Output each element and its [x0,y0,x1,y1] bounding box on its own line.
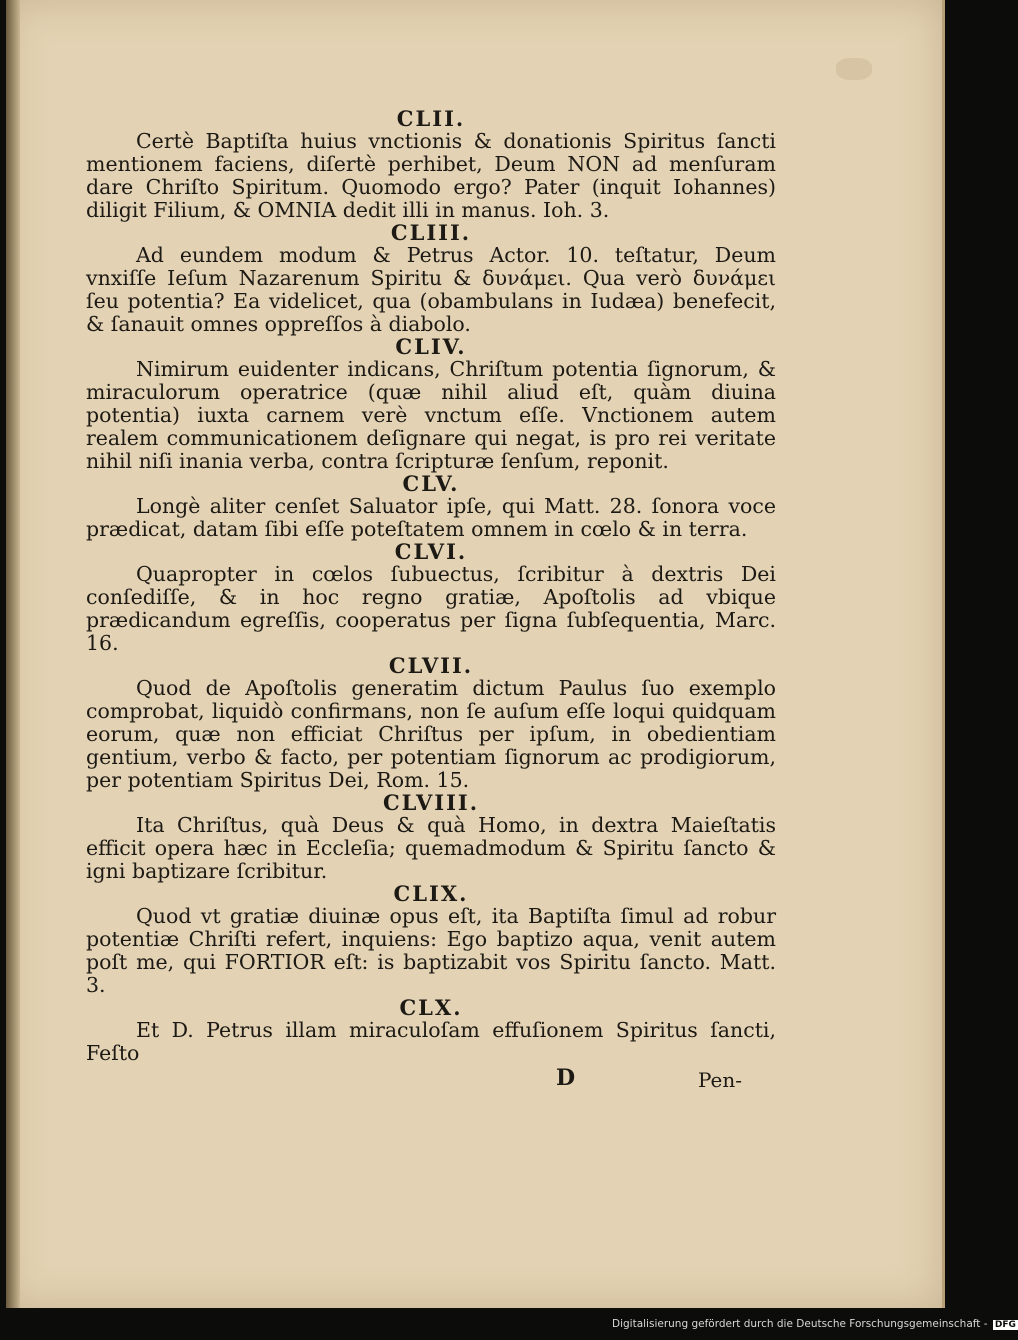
catchword: Pen- [698,1068,743,1092]
section-heading: CLVI. [394,539,468,564]
section-heading: CLIX. [393,881,469,906]
section-paragraph: Ita Chriſtus, quà Deus & quà Homo, in dextra Maieſtatis efficit opera hæc in Eccleſia; quemadmodum & Spiritu ſancto & igni baptizare ſcribitur. [86,813,776,883]
book-page [6,0,945,1308]
page-footer-line [86,1067,776,1093]
section-paragraph: Quod vt gratiæ diuinæ opus eſt, ita Baptiſta ſimul ad robur potentiæ Chriſti refert, inquiens: Ego baptizo aqua, venit autem poſt me, qui FORTIOR eſt: is baptizabit vos Spiritu ſancto. Matt. 3. [86,904,776,997]
section-heading: CLV. [402,471,460,496]
section-heading: CLVIII. [382,790,480,815]
dfg-logo: DFG [994,1320,1016,1330]
section-paragraph: Quod de Apoſtolis generatim dictum Paulus ſuo exemplo comprobat, liquidò confirmans, non ſe auſum eſſe loqui quidquam eorum, quæ non efficiat Chriſtus per ipſum, in obedientiam gentium, verbo & facto, per potentiam ſignorum ac prodigiorum, per potentiam Spiritus Dei, Rom. 15. [86,676,776,792]
section-heading: CLX. [399,995,463,1020]
digitization-credit [612,1318,1016,1330]
main-text-block [86,108,776,1093]
section-paragraph: Ad eundem modum & Petrus Actor. 10. teſtatur, Deum vnxiſſe Ieſum Nazarenum Spiritu & δυνάμει. Qua verò δυνάμει ſeu potentia? Ea videlicet, qua (obambulans in Iudæa) benefecit, & ſanauit omnes oppreſſos à diabolo. [86,243,776,336]
section-paragraph: Certè Baptiſta huius vnctionis & donationis Spiritus ſancti mentionem faciens, diſertè perhibet, Deum NON ad menſuram dare Chriſto Spiritum. Quomodo ergo? Pater (inquit Iohannes) diligit Filium, & OMNIA dedit illi in manus. Ioh. 3. [86,129,776,222]
credit-text: Digitalisierung gefördert durch die Deutsche Forschungsgemeinschaft - [612,1318,988,1330]
section-paragraph: Nimirum euidenter indicans, Chriſtum potentia ſignorum, & miraculorum operatrice (quæ nihil aliud eſt, quàm diuina potentia) iuxta carnem verè vnctum eſſe. Vnctionem autem realem communicationem deſignare qui negat, is pro rei veritate nihil niſi inania verba, contra ſcripturæ ſenſum, reponit. [86,357,776,473]
page-gutter-shadow [6,0,20,1308]
section-heading: CLIV. [395,334,467,359]
section-paragraph: Longè aliter cenſet Saluator ipſe, qui Matt. 28. ſonora voce prædicat, datam ſibi eſſe poteſtatem omnem in cœlo & in terra. [86,494,776,541]
section-heading: CLII. [396,106,466,131]
section-paragraph: Et D. Petrus illam miraculoſam effuſionem Spiritus ſancti, Feſto [86,1018,776,1065]
section-heading: CLVII. [388,653,474,678]
section-heading: CLIII. [390,220,472,245]
paper-stain [836,58,872,80]
signature-mark: D [556,1065,576,1091]
section-paragraph: Quapropter in cœlos ſubuectus, ſcribitur à dextris Dei conſediſſe, & in hoc regno gratiæ, Apoſtolis ad vbique prædicandum egreſſis, cooperatus per ſigna ſubſequentia, Marc. 16. [86,562,776,655]
